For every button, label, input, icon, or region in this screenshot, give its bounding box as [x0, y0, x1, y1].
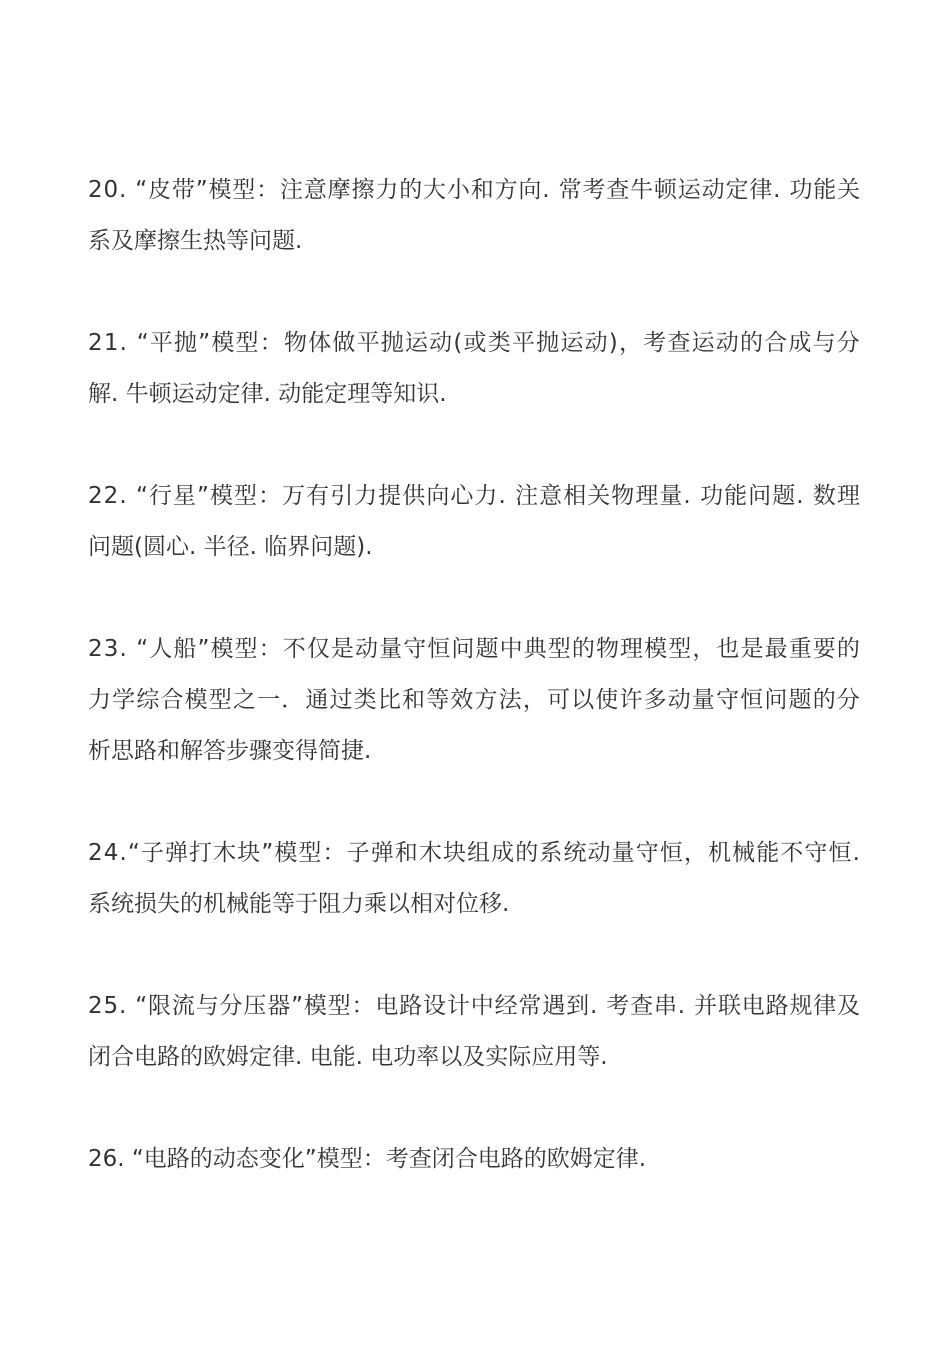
- list-item-21: [88, 318, 863, 420]
- paragraph-line: 25. “限流与分压器”模型：电路设计中经常遇到. 考查串. 并联电路规律及: [88, 993, 861, 1019]
- paragraph-line: 系及摩擦生热等问题.: [88, 228, 303, 254]
- paragraph-line: 析思路和解答步骤变得简捷.: [88, 738, 372, 764]
- paragraph-line: 问题(圆心. 半径. 临界问题).: [88, 534, 373, 560]
- list-item-22: [88, 471, 863, 573]
- document-body: [88, 165, 863, 1236]
- list-item-26: [88, 1134, 863, 1185]
- paragraph-line: 26. “电路的动态变化”模型：考查闭合电路的欧姆定律.: [88, 1146, 647, 1172]
- list-item-23: [88, 624, 863, 777]
- paragraph-line: 20. “皮带”模型：注意摩擦力的大小和方向. 常考查牛顿运动定律. 功能关: [88, 177, 861, 203]
- paragraph-line: 24.“子弹打木块”模型：子弹和木块组成的系统动量守恒，机械能不守恒.: [88, 840, 861, 866]
- paragraph-line: 21. “平抛”模型：物体做平抛运动(或类平抛运动)，考查运动的合成与分: [88, 330, 861, 356]
- list-item-20: [88, 165, 863, 267]
- paragraph-line: 解. 牛顿运动定律. 动能定理等知识.: [88, 381, 447, 407]
- list-item-25: [88, 981, 863, 1083]
- paragraph-line: 23. “人船”模型：不仅是动量守恒问题中典型的物理模型，也是最重要的: [88, 636, 861, 662]
- paragraph-line: 闭合电路的欧姆定律. 电能. 电功率以及实际应用等.: [88, 1044, 608, 1070]
- list-item-24: [88, 828, 863, 930]
- paragraph-line: 力学综合模型之一．通过类比和等效方法，可以使许多动量守恒问题的分: [88, 687, 861, 713]
- paragraph-line: 系统损失的机械能等于阻力乘以相对位移.: [88, 891, 510, 917]
- paragraph-line: 22. “行星”模型：万有引力提供向心力. 注意相关物理量. 功能问题. 数理: [88, 483, 861, 509]
